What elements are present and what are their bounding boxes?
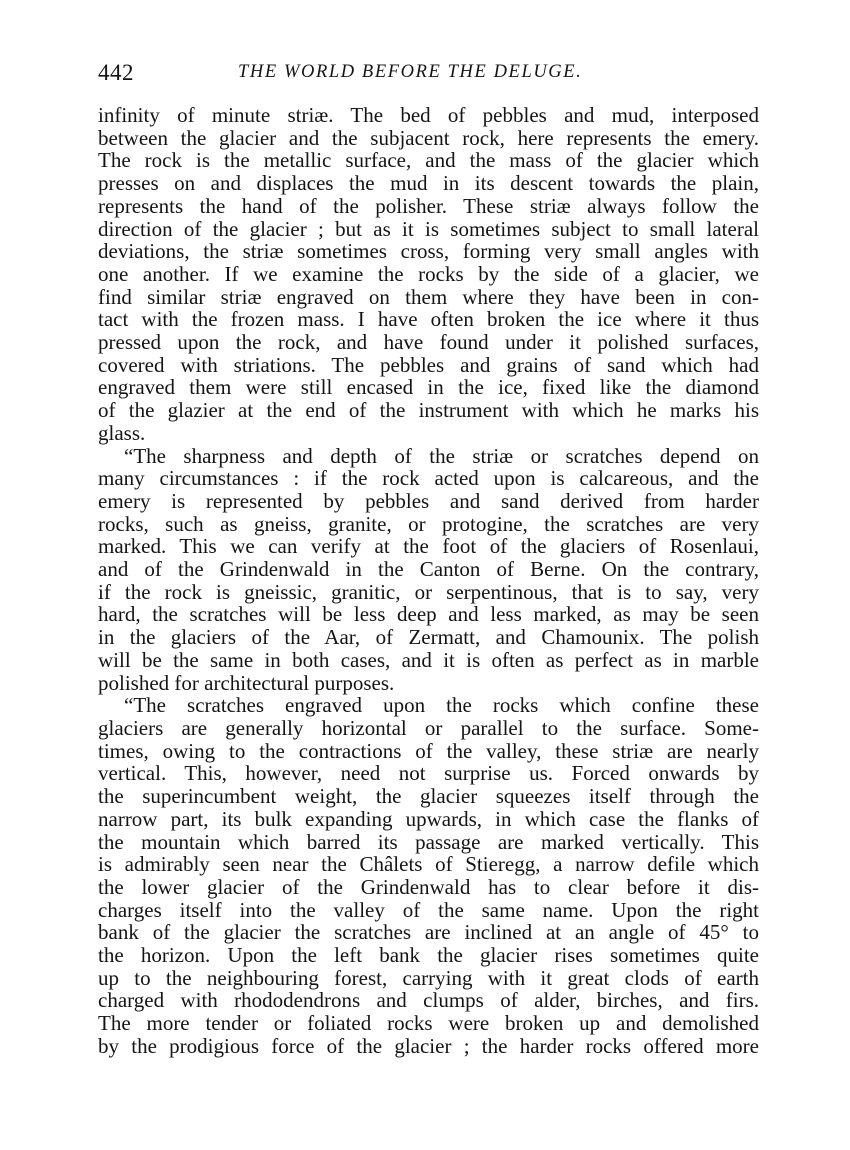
text-line: represents the hand of the polisher. These striæ always follow the	[98, 193, 759, 218]
text-line: charges itself into the valley of the same name. Upon the right	[98, 897, 759, 922]
text-line: will be the same in both cases, and it is often as perfect as in marble	[98, 647, 759, 672]
text-line: vertical. This, however, need not surprise us. Forced onwards by	[98, 761, 759, 786]
text-line: the superincumbent weight, the glacier squeezes itself through the	[98, 784, 759, 809]
text-line: polished for architectural purposes.	[98, 670, 395, 695]
text-line: is admirably seen near the Châlets of Stieregg, a narrow defile which	[98, 852, 759, 877]
text-line: between the glacier and the subjacent rock, here represents the emery.	[98, 125, 759, 150]
body-text	[98, 104, 759, 1058]
text-line: emery is represented by pebbles and sand derived from harder	[98, 488, 759, 513]
text-line: the mountain which barred its passage are marked vertically. This	[98, 829, 759, 854]
text-line: rocks, such as gneiss, granite, or protogine, the scratches are very	[98, 511, 759, 536]
text-line: narrow part, its bulk expanding upwards, in which case the flanks of	[98, 806, 759, 831]
text-line: direction of the glacier ; but as it is sometimes subject to small lateral	[98, 216, 759, 241]
text-line: of the glazier at the end of the instrument with which he marks his	[98, 398, 759, 423]
paragraph-3	[98, 694, 759, 1057]
text-line: hard, the scratches will be less deep and less marked, as may be seen	[98, 602, 759, 627]
text-line: many circumstances : if the rock acted upon is calcareous, and the	[98, 466, 759, 491]
text-line: “The sharpness and depth of the striæ or scratches depend on	[124, 443, 759, 468]
text-line: one another. If we examine the rocks by the side of a glacier, we	[98, 261, 759, 286]
text-line: deviations, the striæ sometimes cross, forming very small angles with	[98, 239, 759, 264]
page-number: 442	[98, 60, 134, 85]
paragraph-1	[98, 104, 759, 445]
text-line: glass.	[98, 420, 146, 445]
paragraph-2	[98, 445, 759, 695]
text-line: “The scratches engraved upon the rocks which confine these	[124, 693, 759, 718]
text-line: engraved them were still encased in the ice, fixed like the diamond	[98, 375, 759, 400]
text-line: infinity of minute striæ. The bed of pebbles and mud, interposed	[98, 103, 759, 127]
running-head	[98, 60, 758, 90]
text-line: The more tender or foliated rocks were broken up and demolished	[98, 1011, 759, 1036]
text-line: if the rock is gneissic, granitic, or serpentinous, that is to say, very	[98, 579, 759, 604]
text-line: glaciers are generally horizontal or parallel to the surface. Some-	[98, 715, 759, 740]
text-line: in the glaciers of the Aar, of Zermatt, and Chamounix. The polish	[98, 625, 759, 650]
text-line: presses on and displaces the mud in its descent towards the plain,	[98, 171, 759, 196]
text-line: charged with rhododendrons and clumps of alder, birches, and firs.	[98, 988, 759, 1013]
text-line: find similar striæ engraved on them where they have been in con-	[98, 284, 759, 309]
text-line: times, owing to the contractions of the valley, these striæ are nearly	[98, 738, 759, 763]
text-line: the lower glacier of the Grindenwald has to clear before it dis-	[98, 874, 759, 899]
text-line: The rock is the metallic surface, and the mass of the glacier which	[98, 148, 759, 173]
text-line: and of the Grindenwald in the Canton of Berne. On the contrary,	[98, 557, 759, 582]
text-line: covered with striations. The pebbles and grains of sand which had	[98, 352, 759, 377]
running-title: THE WORLD BEFORE THE DELUGE.	[238, 62, 583, 82]
text-line: by the prodigious force of the glacier ; the harder rocks offered more	[98, 1033, 759, 1058]
text-line: marked. This we can verify at the foot of the glaciers of Rosenlaui,	[98, 534, 759, 559]
text-line: tact with the frozen mass. I have often broken the ice where it thus	[98, 307, 759, 332]
text-line: the horizon. Upon the left bank the glacier rises sometimes quite	[98, 943, 759, 968]
text-line: bank of the glacier the scratches are inclined at an angle of 45° to	[98, 920, 759, 945]
text-line: pressed upon the rock, and have found under it polished surfaces,	[98, 330, 759, 355]
text-line: up to the neighbouring forest, carrying with it great clods of earth	[98, 965, 759, 990]
